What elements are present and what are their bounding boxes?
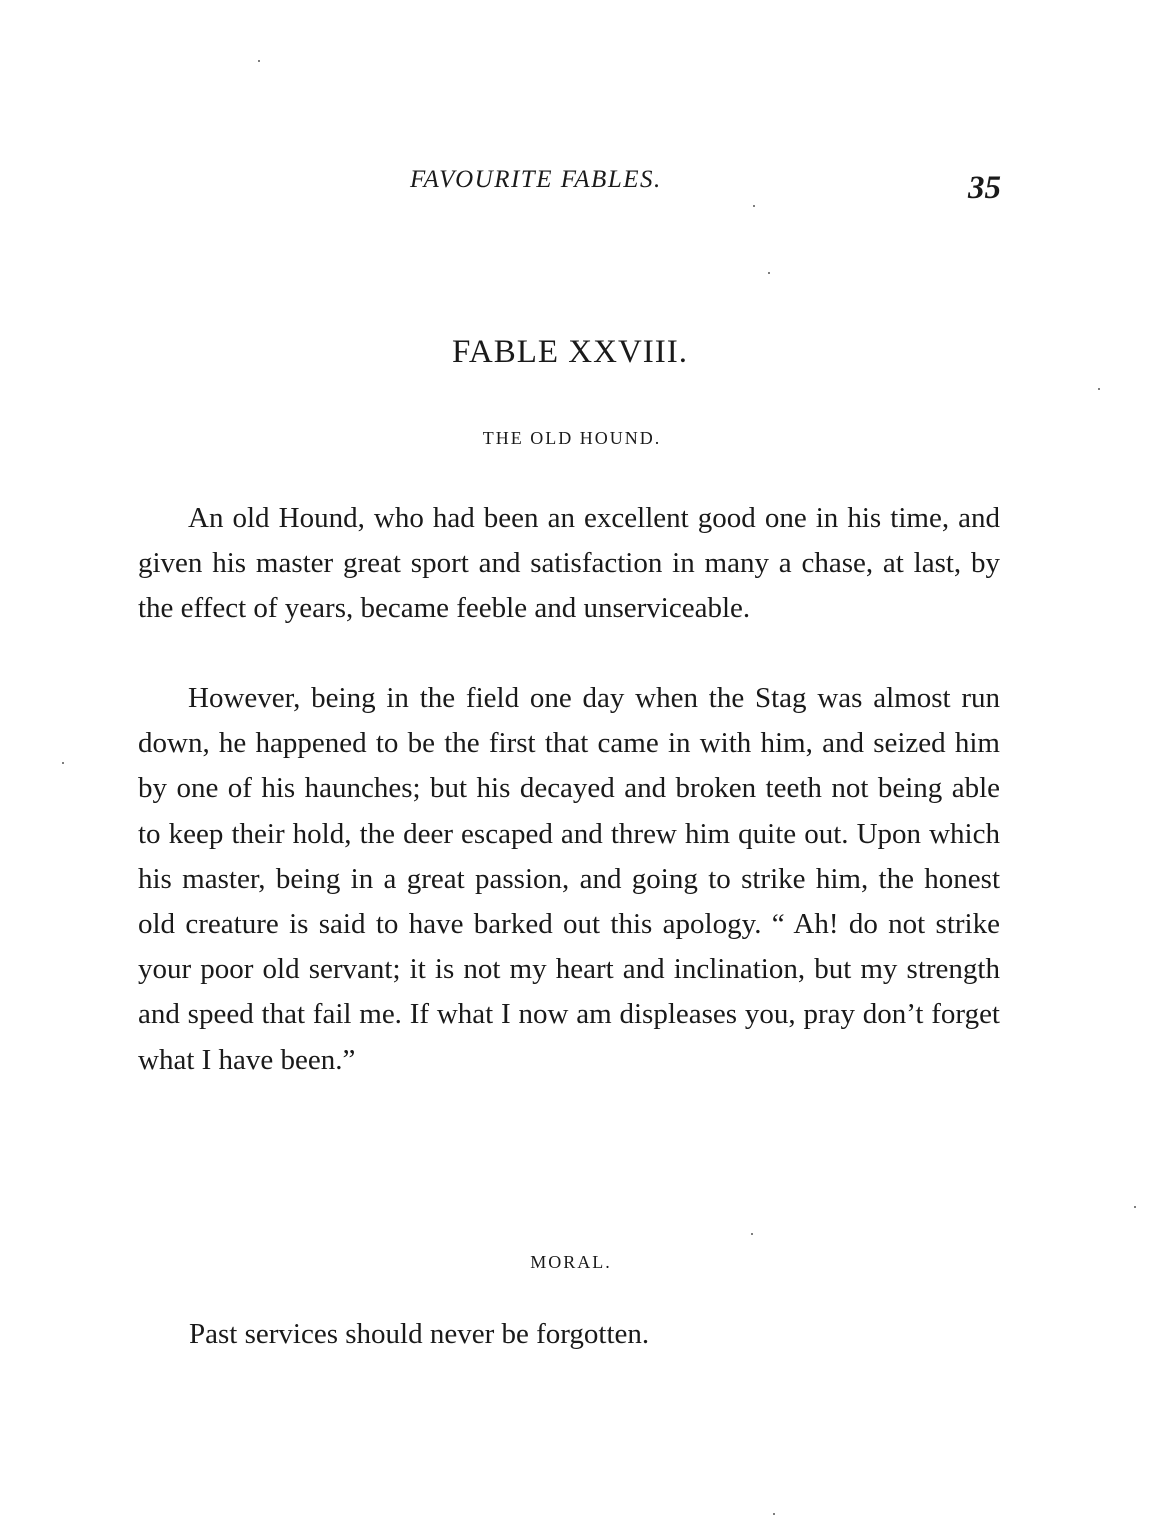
scan-speck bbox=[258, 60, 260, 62]
body-paragraph: However, being in the field one day when the Stag was almost run down, he happened to be the first that came in with him, and seized him by one of his haunches; but his decayed and broken teeth not being able to keep their hold, the deer escaped and threw him quite out. Upon which his master, being in a great passion, and going to strike him, the honest old creature is said to have barked out this apology. “ Ah! do not strike your poor old servant; it is not my heart and inclination, but my strength and speed that fail me. If what I now am displeases you, pray don’t forget what I have been.” bbox=[138, 682, 1000, 1076]
scan-speck bbox=[1134, 1206, 1136, 1208]
body-paragraph: An old Hound, who had been an excellent good one in his time, and given his master great sport and satisfaction in many a chase, at last, by the effect of years, became feeble and unserviceable. bbox=[138, 502, 1000, 625]
page-number: 35 bbox=[968, 170, 1001, 206]
moral-text: Past services should never be forgotten. bbox=[189, 1318, 650, 1350]
running-head: FAVOURITE FABLES. bbox=[410, 166, 662, 193]
scan-speck bbox=[751, 1233, 753, 1235]
fable-title: THE OLD HOUND. bbox=[482, 428, 662, 448]
scan-speck bbox=[62, 762, 64, 764]
scan-speck bbox=[753, 205, 755, 207]
scan-speck bbox=[773, 1513, 775, 1515]
scan-speck bbox=[1098, 388, 1100, 390]
moral-heading: MORAL. bbox=[530, 1252, 612, 1272]
fable-number: FABLE XXVIII. bbox=[451, 334, 689, 370]
scan-speck bbox=[768, 272, 770, 274]
